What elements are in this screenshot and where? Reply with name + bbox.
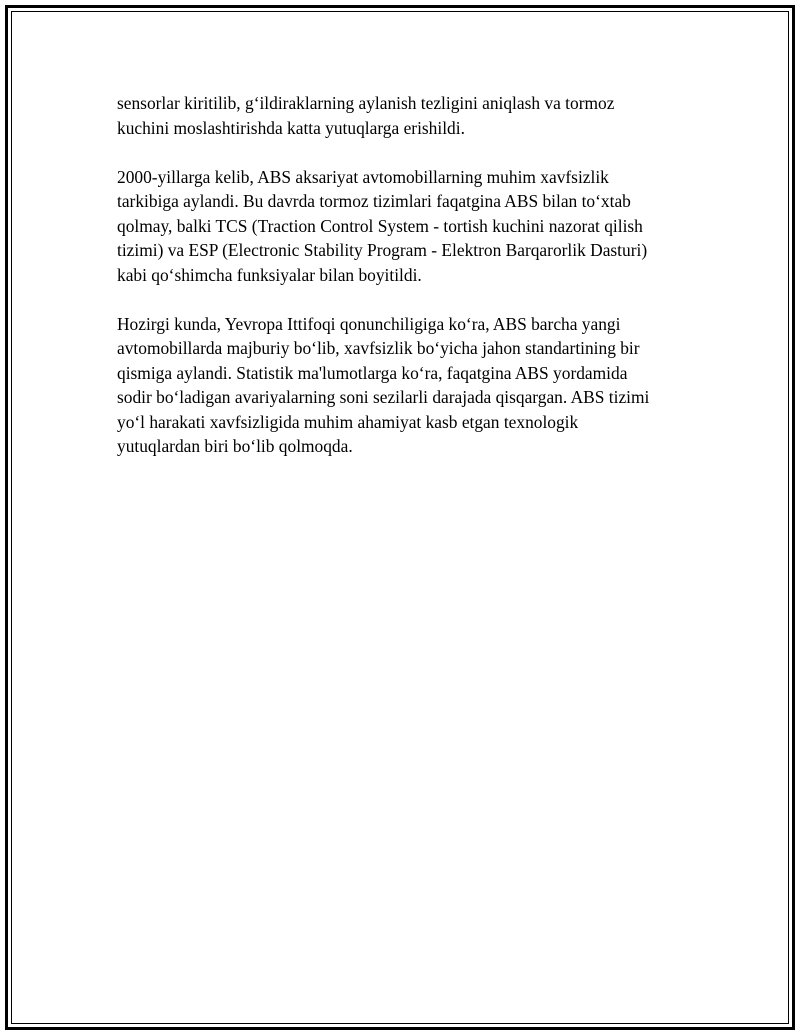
paragraph-3	[117, 312, 697, 459]
text-line: avtomobillarda majburiy bo‘lib, xavfsizlik bo‘yicha jahon standartining bir	[117, 338, 640, 358]
paragraph-1	[117, 91, 697, 140]
text-line: Hozirgi kunda, Yevropa Ittifoqi qonunchiligiga ko‘ra, ABS barcha yangi	[117, 313, 621, 334]
paragraph-2	[117, 165, 697, 288]
text-line: qolmay, balki TCS (Traction Control System - tortish kuchini nazorat qilish	[117, 215, 643, 236]
text-line: qismiga aylandi. Statistik ma'lumotlarga ko‘ra, faqatgina ABS yordamida	[117, 362, 628, 383]
text-line: yo‘l harakati xavfsizligida muhim ahamiyat kasb etgan texnologik	[117, 411, 579, 432]
text-line: kuchini moslashtirishda katta yutuqlarga erishildi.	[117, 117, 465, 138]
text-line: kabi qo‘shimcha funksiyalar bilan boyitildi.	[117, 264, 422, 285]
text-line: yutuqlardan biri bo‘lib qolmoqda.	[117, 436, 353, 456]
document-body	[117, 91, 697, 483]
text-line: sensorlar kiritilib, g‘ildiraklarning aylanish tezligini aniqlash va tormoz	[117, 93, 615, 113]
text-line: tizimi) va ESP (Electronic Stability Program - Elektron Barqarorlik Dasturi)	[117, 240, 648, 260]
text-line: 2000-yillarga kelib, ABS aksariyat avtomobillarning muhim xavfsizlik	[117, 166, 609, 187]
text-line: tarkibiga aylandi. Bu davrda tormoz tizimlari faqatgina ABS bilan to‘xtab	[117, 191, 631, 211]
text-line: sodir bo‘ladigan avariyalarning soni sezilarli darajada qisqargan. ABS tizimi	[117, 387, 650, 407]
